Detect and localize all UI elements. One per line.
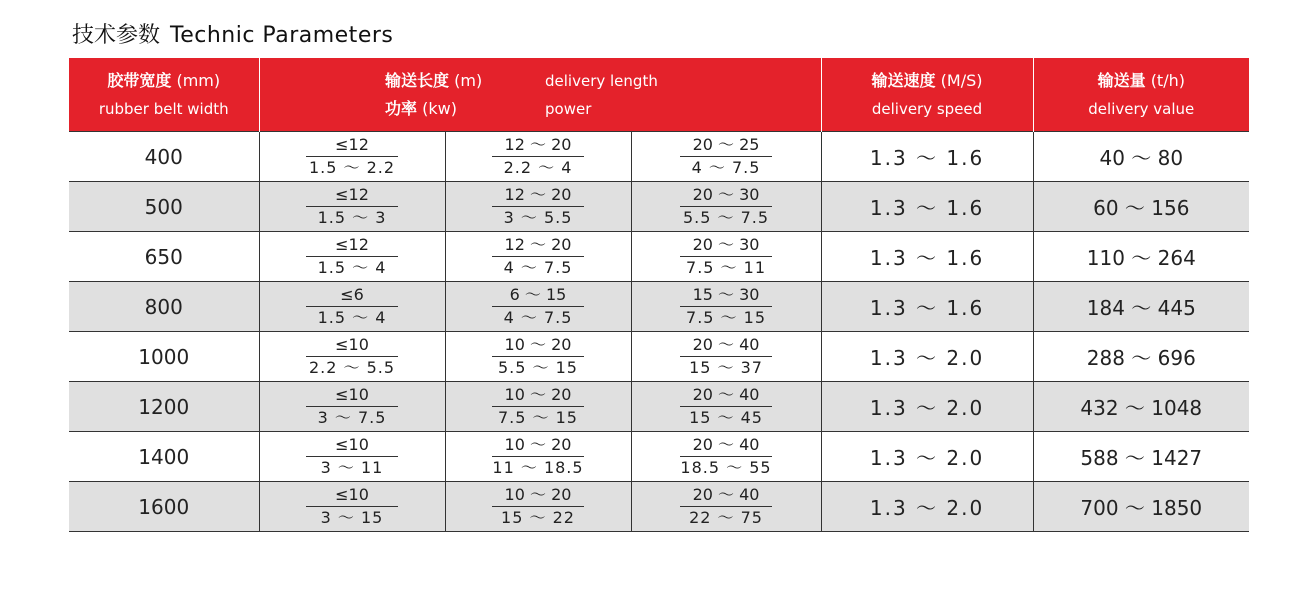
length-power-cell (445, 182, 631, 232)
length-value: 20 ～ 30 (680, 235, 772, 257)
length-power-cell (259, 132, 445, 182)
length-power-cell (631, 332, 821, 382)
length-value: 15 ～ 30 (680, 285, 772, 307)
header-value-cn: 输送量 (1097, 70, 1146, 90)
power-value: 15 ～ 22 (501, 508, 575, 527)
power-value: 4 ～ 7.5 (503, 308, 573, 327)
length-power-cell (259, 382, 445, 432)
header-power-en: power (545, 99, 592, 118)
header-value-unit: (t/h) (1150, 70, 1185, 90)
table-row (69, 182, 1249, 232)
belt-width-cell: 1000 (69, 332, 259, 382)
delivery-speed-cell: 1.3 ～ 2.0 (821, 432, 1033, 482)
belt-width-cell: 1200 (69, 382, 259, 432)
length-value: 12 ～ 20 (492, 235, 584, 257)
power-value: 18.5 ～ 55 (680, 458, 772, 477)
power-value: 3 ～ 15 (320, 508, 384, 527)
length-value: 20 ～ 40 (680, 385, 772, 407)
table-row (69, 132, 1249, 182)
belt-width-cell: 1400 (69, 432, 259, 482)
length-value: 6 ～ 15 (492, 285, 584, 307)
length-power-cell (631, 132, 821, 182)
length-value: ≤10 (306, 335, 398, 357)
header-belt-width-cn: 胶带宽度 (107, 70, 172, 90)
header-delivery-value (1033, 58, 1249, 132)
header-speed-en: delivery speed (871, 99, 983, 118)
belt-width-cell: 1600 (69, 482, 259, 532)
length-value: 10 ～ 20 (492, 335, 584, 357)
table-row (69, 382, 1249, 432)
header-belt-width-en: rubber belt width (98, 99, 229, 118)
length-value: ≤12 (306, 235, 398, 257)
length-power-cell (445, 232, 631, 282)
power-value: 1.5 ～ 3 (317, 208, 387, 227)
power-value: 7.5 ～ 11 (686, 258, 766, 277)
length-power-cell (445, 132, 631, 182)
length-power-cell (445, 282, 631, 332)
header-length-en: delivery length (545, 71, 658, 90)
delivery-speed-cell: 1.3 ～ 2.0 (821, 382, 1033, 432)
length-value: 20 ～ 40 (680, 335, 772, 357)
belt-width-cell: 650 (69, 232, 259, 282)
delivery-value-cell: 60 ～ 156 (1033, 182, 1249, 232)
length-power-cell (259, 332, 445, 382)
belt-width-cell: 800 (69, 282, 259, 332)
table-row (69, 332, 1249, 382)
delivery-value-cell: 288 ～ 696 (1033, 332, 1249, 382)
length-power-cell (631, 382, 821, 432)
delivery-value-cell: 588 ～ 1427 (1033, 432, 1249, 482)
header-row (69, 58, 1249, 132)
length-value: 20 ～ 30 (680, 185, 772, 207)
length-power-cell (259, 282, 445, 332)
table-row (69, 232, 1249, 282)
power-value: 5.5 ～ 15 (498, 358, 578, 377)
belt-width-cell: 500 (69, 182, 259, 232)
delivery-value-cell: 700 ～ 1850 (1033, 482, 1249, 532)
table-header (69, 58, 1249, 132)
length-power-cell (259, 482, 445, 532)
header-length-unit: (m) (454, 70, 483, 90)
table-body (69, 132, 1249, 532)
delivery-speed-cell: 1.3 ～ 1.6 (821, 282, 1033, 332)
length-value: ≤12 (306, 135, 398, 157)
length-value: ≤12 (306, 185, 398, 207)
power-value: 3 ～ 7.5 (317, 408, 387, 427)
length-value: 10 ～ 20 (492, 435, 584, 457)
length-value: ≤10 (306, 485, 398, 507)
length-value: 10 ～ 20 (492, 385, 584, 407)
header-delivery-length-power (259, 58, 821, 132)
length-value: ≤10 (306, 385, 398, 407)
header-power-unit: (kw) (422, 98, 457, 118)
length-value: 20 ～ 40 (680, 485, 772, 507)
power-value: 2.2 ～ 4 (503, 158, 573, 177)
length-value: 20 ～ 40 (680, 435, 772, 457)
power-value: 3 ～ 11 (320, 458, 384, 477)
delivery-value-cell: 432 ～ 1048 (1033, 382, 1249, 432)
delivery-speed-cell: 1.3 ～ 2.0 (821, 482, 1033, 532)
length-power-cell (445, 482, 631, 532)
power-value: 4 ～ 7.5 (691, 158, 761, 177)
length-value: 12 ～ 20 (492, 185, 584, 207)
delivery-value-cell: 184 ～ 445 (1033, 282, 1249, 332)
length-value: 12 ～ 20 (492, 135, 584, 157)
length-value: ≤10 (306, 435, 398, 457)
header-value-en: delivery value (1088, 99, 1195, 118)
belt-width-cell: 400 (69, 132, 259, 182)
delivery-speed-cell: 1.3 ～ 1.6 (821, 232, 1033, 282)
length-value: 20 ～ 25 (680, 135, 772, 157)
header-power-cn: 功率 (385, 98, 418, 118)
power-value: 15 ～ 45 (689, 408, 763, 427)
power-value: 15 ～ 37 (689, 358, 763, 377)
table-row (69, 482, 1249, 532)
power-value: 22 ～ 75 (689, 508, 763, 527)
power-value: 5.5 ～ 7.5 (682, 208, 770, 227)
delivery-speed-cell: 1.3 ～ 2.0 (821, 332, 1033, 382)
power-value: 1.5 ～ 4 (317, 308, 387, 327)
delivery-speed-cell: 1.3 ～ 1.6 (821, 182, 1033, 232)
length-power-cell (445, 332, 631, 382)
length-power-cell (445, 382, 631, 432)
length-power-cell (631, 232, 821, 282)
header-speed-cn: 输送速度 (871, 70, 936, 90)
page-title (72, 18, 393, 49)
header-belt-width-unit: (mm) (176, 70, 221, 90)
power-value: 2.2 ～ 5.5 (308, 358, 396, 377)
power-value: 1.5 ～ 2.2 (308, 158, 396, 177)
title-cn: 技术参数 (72, 23, 161, 48)
length-power-cell (259, 182, 445, 232)
technic-parameters-table (69, 58, 1249, 532)
power-value: 11 ～ 18.5 (492, 458, 584, 477)
power-value: 4 ～ 7.5 (503, 258, 573, 277)
title-en: Technic Parameters (170, 23, 394, 48)
length-power-cell (631, 482, 821, 532)
table-row (69, 282, 1249, 332)
power-value: 7.5 ～ 15 (498, 408, 578, 427)
length-power-cell (631, 182, 821, 232)
table-row (69, 432, 1249, 482)
length-value: 10 ～ 20 (492, 485, 584, 507)
power-value: 1.5 ～ 4 (317, 258, 387, 277)
length-power-cell (259, 232, 445, 282)
power-value: 7.5 ～ 15 (686, 308, 766, 327)
header-speed-unit: (M/S) (940, 70, 983, 90)
length-power-cell (631, 282, 821, 332)
delivery-value-cell: 110 ～ 264 (1033, 232, 1249, 282)
length-value: ≤6 (306, 285, 398, 307)
delivery-value-cell: 40 ～ 80 (1033, 132, 1249, 182)
length-power-cell (445, 432, 631, 482)
length-power-cell (631, 432, 821, 482)
header-length-cn: 输送长度 (385, 70, 450, 90)
length-power-cell (259, 432, 445, 482)
header-belt-width (69, 58, 259, 132)
delivery-speed-cell: 1.3 ～ 1.6 (821, 132, 1033, 182)
header-delivery-speed (821, 58, 1033, 132)
power-value: 3 ～ 5.5 (503, 208, 573, 227)
